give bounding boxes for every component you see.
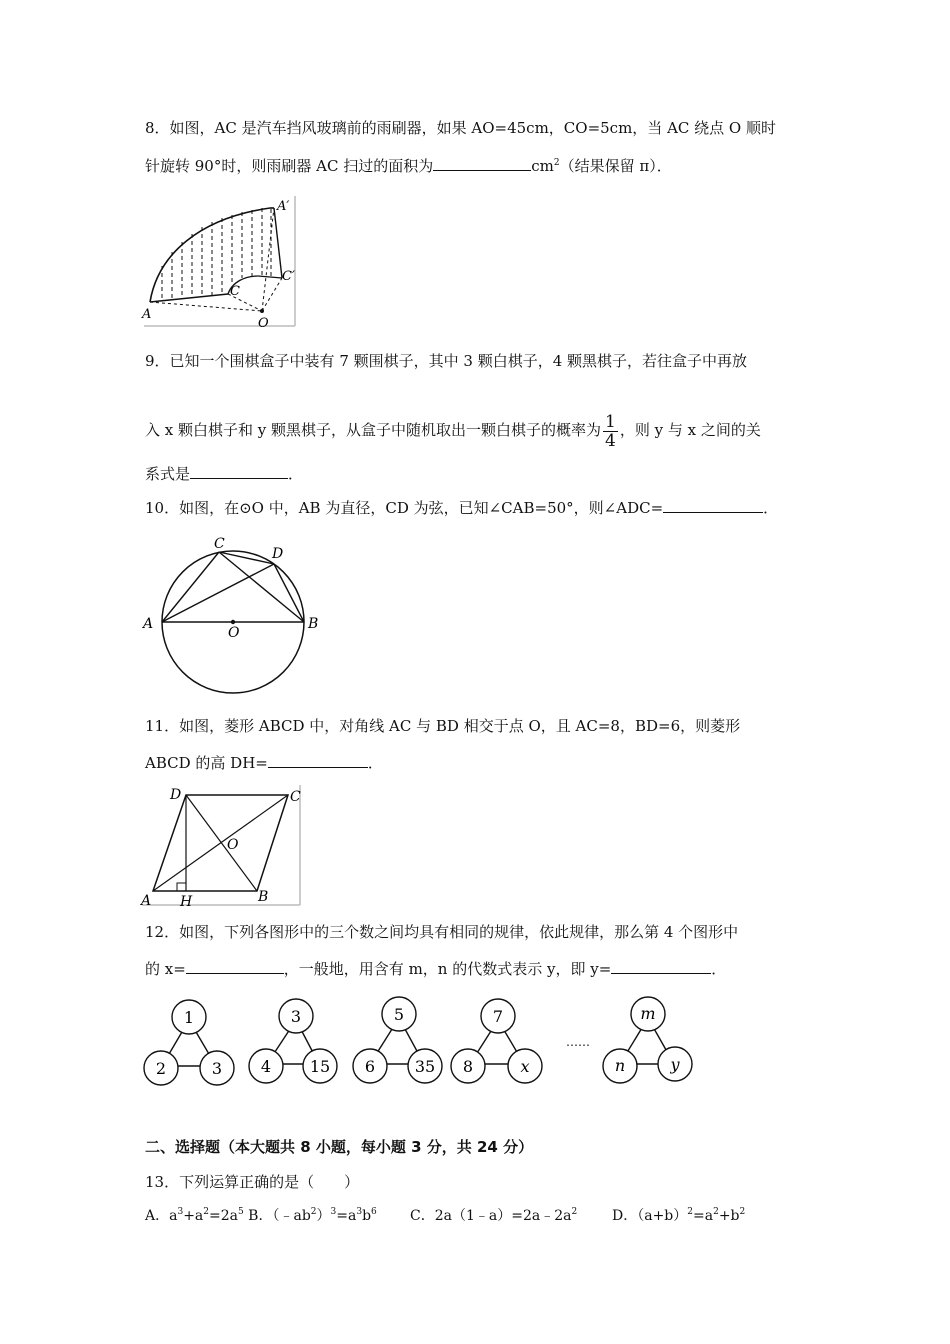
q13-option-a (145, 1206, 377, 1226)
q12-fig2-left: 4 (260, 1057, 272, 1076)
q10-label-C: C (214, 536, 225, 552)
q13-d-text: D．（a+b） (612, 1208, 688, 1224)
q12-figure-5 (598, 994, 698, 1088)
q13-d-exp3: 2 (739, 1207, 746, 1217)
q10-line1 (145, 498, 778, 518)
q10-label-A: A (143, 616, 154, 632)
q12-fig4-left: 8 (462, 1057, 474, 1076)
q13-a-mid1: +a (183, 1208, 204, 1224)
q13-a-exp1: 3 (177, 1207, 184, 1217)
q10-figure (140, 534, 325, 698)
q13-d-exp1: 2 (687, 1207, 693, 1217)
q12-x-blank (186, 959, 284, 974)
q11-line2 (145, 753, 383, 773)
q9-line2-text: 入 x 颗白棋子和 y 颗黑棋子，从盒子中随机取出一颗白棋子的概率为 (145, 421, 602, 439)
q11-line2-text: ABCD 的高 DH= (145, 754, 268, 772)
q12-fig5-top: m (640, 1004, 656, 1023)
q12-fig1-right: 3 (211, 1059, 223, 1078)
q13-option-c (410, 1206, 577, 1226)
q13-b-mid2: =a (336, 1208, 357, 1224)
q12-fig3-left: 6 (364, 1057, 376, 1076)
q9-fraction-denominator: 4 (605, 430, 616, 451)
q13-stem: 13．下列运算正确的是（ ） (145, 1173, 360, 1191)
q13-a-exp3: 5 (238, 1207, 244, 1217)
q8-unit-exponent: 2 (553, 158, 560, 168)
q12-fig2-top: 3 (290, 1007, 302, 1026)
q13-a-mid2: =2a (209, 1208, 238, 1224)
q11-label-B: B (258, 889, 269, 905)
q12-figure-4 (448, 996, 546, 1090)
q9-probability-fraction (603, 413, 618, 450)
q10-answer-blank (663, 498, 763, 513)
q13-b-exp4: 6 (371, 1207, 377, 1217)
q11-label-D: D (170, 787, 182, 803)
q9-line3-text: 系式是 (145, 465, 191, 483)
q12-fig5-right: y (670, 1055, 680, 1074)
q8-figure (140, 194, 300, 332)
q12-fig3-top: 5 (393, 1005, 405, 1024)
q11-line1: 11．如图，菱形 ABCD 中，对角线 AC 与 BD 相交于点 O，且 AC=8，BD=6，则菱形 (145, 717, 741, 735)
q9-answer-blank (190, 464, 288, 479)
q13-b-mid1: ） (316, 1208, 331, 1224)
q11-label-A: A (141, 893, 152, 909)
q13-a-exp2: 2 (203, 1207, 210, 1217)
q13-b-exp3: 3 (356, 1207, 363, 1217)
q10-line1-end: ． (763, 499, 779, 517)
q9-fraction-numerator: 1 (605, 411, 616, 432)
q8-line2 (145, 156, 672, 176)
q11-answer-blank (268, 753, 368, 768)
q12-line2-end: ． (711, 960, 727, 978)
q10-label-B: B (308, 616, 319, 632)
q11-figure (140, 783, 305, 910)
q12-fig4-right: x (520, 1057, 530, 1076)
q12-line2-text-b: ，一般地，用含有 m，n 的代数式表示 y，即 y= (283, 960, 612, 978)
q8-line1: 8．如图，AC 是汽车挡风玻璃前的雨刷器，如果 AO=45cm，CO=5cm，当 AC 绕点 O 顺时 (145, 119, 776, 137)
q13-c-text: C．2a（1﹣a）=2a﹣2a (410, 1208, 572, 1224)
q10-line1-text: 10．如图，在⊙O 中，AB 为直径，CD 为弦，已知∠CAB=50°，则∠ADC= (145, 499, 664, 517)
q8-unit: cm (531, 157, 554, 175)
q12-line2-text-a: 的 x= (145, 960, 186, 978)
q8-line2-end: （结果保留 π）． (559, 157, 672, 175)
q9-line3-end: ． (288, 465, 304, 483)
q9-line2-end: ，则 y 与 x 之间的关 (619, 421, 761, 439)
q11-label-C: C (290, 789, 301, 805)
q12-figure-1 (142, 996, 237, 1090)
q13-b-text: B．（﹣ab (243, 1208, 311, 1224)
q8-label-A-prime: A′ (277, 199, 290, 214)
q8-label-C-prime: C′ (282, 269, 295, 284)
q12-figure-2 (247, 996, 342, 1090)
q13-c-exp1: 2 (571, 1207, 578, 1217)
q12-line2 (145, 959, 726, 979)
q13-d-mid1: =a (693, 1208, 714, 1224)
q12-ellipsis: …… (566, 1035, 590, 1049)
q8-label-C: C (230, 284, 240, 299)
q10-label-O: O (228, 625, 240, 641)
q12-fig4-top: 7 (492, 1007, 504, 1026)
q13-b-mid3: b (362, 1208, 372, 1224)
q13-b-exp2: 3 (330, 1207, 337, 1217)
q12-fig2-right: 15 (309, 1057, 331, 1076)
q8-answer-blank (433, 156, 531, 171)
q13-option-d (612, 1206, 745, 1226)
q11-line2-end: ． (367, 754, 383, 772)
q10-label-D: D (272, 546, 284, 562)
q12-fig1-left: 2 (155, 1059, 167, 1078)
q8-label-A: A (142, 307, 152, 322)
q13-a-text: A．a (145, 1208, 178, 1224)
q13-d-mid2: +b (718, 1208, 740, 1224)
q11-label-O: O (227, 837, 239, 853)
q12-line1: 12．如图，下列各图形中的三个数之间均具有相同的规律，依此规律，那么第 4 个图形中 (145, 923, 739, 941)
q13-d-exp2: 2 (713, 1207, 719, 1217)
q8-line2-text: 针旋转 90°时，则雨刷器 AC 扫过的面积为 (145, 157, 434, 175)
q9-line1: 9．已知一个围棋盒子中装有 7 颗围棋子，其中 3 颗白棋子，4 颗黑棋子，若往盒子中再放 (145, 352, 748, 370)
q11-label-H: H (180, 894, 193, 910)
q9-line2 (145, 410, 761, 450)
q12-fig3-right: 35 (414, 1057, 436, 1076)
q12-figure-3 (350, 994, 445, 1088)
q13-b-exp1: 2 (310, 1207, 317, 1217)
q8-label-O: O (258, 316, 269, 331)
q12-y-blank (611, 959, 711, 974)
section-2-title: 二、选择题（本大题共 8 小题，每小题 3 分，共 24 分） (145, 1138, 534, 1156)
q12-fig5-left: n (614, 1056, 626, 1075)
q9-line3 (145, 464, 303, 484)
q12-fig1-top: 1 (183, 1008, 195, 1027)
